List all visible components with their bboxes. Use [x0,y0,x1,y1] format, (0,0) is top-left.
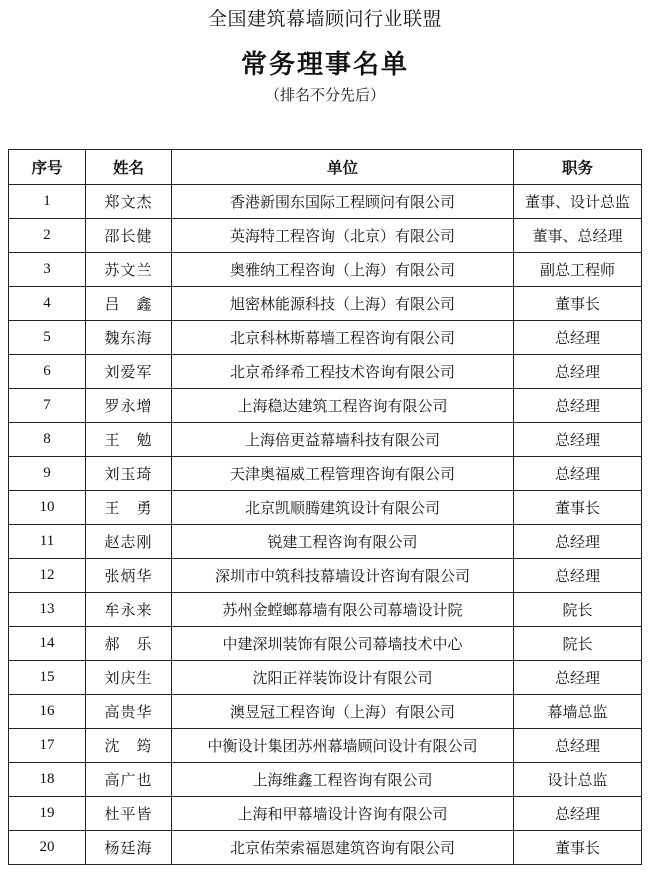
cell-number: 20 [9,831,86,865]
cell-unit: 天津奥福威工程管理咨询有限公司 [172,457,514,491]
cell-number: 1 [9,185,86,219]
cell-title: 总经理 [514,457,642,491]
cell-number: 18 [9,763,86,797]
cell-number: 11 [9,525,86,559]
cell-unit: 旭密林能源科技（上海）有限公司 [172,287,514,321]
cell-number: 16 [9,695,86,729]
cell-title: 董事长 [514,287,642,321]
table-header-row [9,150,642,185]
cell-unit: 上海稳达建筑工程咨询有限公司 [172,389,514,423]
cell-title: 总经理 [514,389,642,423]
cell-number: 8 [9,423,86,457]
page-title: 常务理事名单 [240,50,409,80]
cell-title: 总经理 [514,661,642,695]
table-row [9,491,642,525]
cell-number: 12 [9,559,86,593]
cell-name: 沈 筠 [86,729,172,763]
cell-unit: 苏州金螳螂幕墙有限公司幕墙设计院 [172,593,514,627]
table-row [9,457,642,491]
cell-name: 杜平皆 [86,797,172,831]
cell-title: 总经理 [514,525,642,559]
cell-title: 院长 [514,627,642,661]
cell-unit: 上海倍更益幕墙科技有限公司 [172,423,514,457]
cell-title: 董事长 [514,831,642,865]
cell-unit: 上海和甲幕墙设计咨询有限公司 [172,797,514,831]
column-header-unit: 单位 [172,150,514,185]
directors-table [8,149,642,865]
cell-unit: 香港新围东国际工程顾问有限公司 [172,185,514,219]
cell-name: 王 勇 [86,491,172,525]
cell-title: 总经理 [514,321,642,355]
cell-name: 杨廷海 [86,831,172,865]
cell-name: 魏东海 [86,321,172,355]
cell-name: 邵长健 [86,219,172,253]
table-row [9,763,642,797]
cell-name: 张炳华 [86,559,172,593]
table-row [9,287,642,321]
cell-unit: 奥雅纳工程咨询（上海）有限公司 [172,253,514,287]
cell-title: 院长 [514,593,642,627]
cell-number: 15 [9,661,86,695]
cell-number: 7 [9,389,86,423]
table-row [9,559,642,593]
table-row [9,355,642,389]
cell-title: 总经理 [514,559,642,593]
cell-name: 刘爱军 [86,355,172,389]
cell-title: 董事、总经理 [514,219,642,253]
cell-number: 6 [9,355,86,389]
cell-name: 高贵华 [86,695,172,729]
cell-unit: 北京佑荣索福恩建筑咨询有限公司 [172,831,514,865]
table-row [9,525,642,559]
cell-unit: 北京希绎希工程技术咨询有限公司 [172,355,514,389]
cell-unit: 上海维鑫工程咨询有限公司 [172,763,514,797]
cell-unit: 锐建工程咨询有限公司 [172,525,514,559]
cell-number: 9 [9,457,86,491]
cell-name: 罗永增 [86,389,172,423]
cell-number: 5 [9,321,86,355]
cell-title: 总经理 [514,355,642,389]
cell-name: 吕 鑫 [86,287,172,321]
table-row [9,729,642,763]
cell-unit: 北京科林斯幕墙工程咨询有限公司 [172,321,514,355]
table-row [9,389,642,423]
table-row [9,185,642,219]
column-header-title: 职务 [514,150,642,185]
cell-title: 总经理 [514,729,642,763]
cell-name: 刘玉琦 [86,457,172,491]
organization-name: 全国建筑幕墙顾问行业联盟 [207,8,442,30]
table-row [9,423,642,457]
cell-number: 2 [9,219,86,253]
cell-unit: 英海特工程咨询（北京）有限公司 [172,219,514,253]
cell-name: 苏文兰 [86,253,172,287]
table-row [9,627,642,661]
cell-title: 设计总监 [514,763,642,797]
cell-unit: 深圳市中筑科技幕墙设计咨询有限公司 [172,559,514,593]
cell-name: 郝 乐 [86,627,172,661]
cell-number: 14 [9,627,86,661]
cell-unit: 中建深圳装饰有限公司幕墙技术中心 [172,627,514,661]
cell-unit: 北京凯顺腾建筑设计有限公司 [172,491,514,525]
cell-number: 19 [9,797,86,831]
cell-title: 幕墙总监 [514,695,642,729]
table-row [9,661,642,695]
table-row [9,797,642,831]
cell-unit: 沈阳正祥装饰设计有限公司 [172,661,514,695]
cell-unit: 中衡设计集团苏州幕墙顾问设计有限公司 [172,729,514,763]
cell-name: 刘庆生 [86,661,172,695]
table-row [9,695,642,729]
table-row [9,831,642,865]
cell-title: 副总工程师 [514,253,642,287]
cell-number: 3 [9,253,86,287]
cell-number: 4 [9,287,86,321]
column-header-name: 姓名 [86,150,172,185]
cell-name: 牟永来 [86,593,172,627]
cell-name: 郑文杰 [86,185,172,219]
table-row [9,219,642,253]
table-row [9,253,642,287]
cell-title: 董事、设计总监 [514,185,642,219]
cell-name: 王 勉 [86,423,172,457]
cell-title: 董事长 [514,491,642,525]
cell-name: 赵志刚 [86,525,172,559]
table-row [9,321,642,355]
cell-title: 总经理 [514,423,642,457]
cell-number: 13 [9,593,86,627]
cell-title: 总经理 [514,797,642,831]
cell-name: 高广也 [86,763,172,797]
table-row [9,593,642,627]
cell-number: 17 [9,729,86,763]
column-header-number: 序号 [9,150,86,185]
page-subtitle: （排名不分先后） [264,86,385,104]
cell-number: 10 [9,491,86,525]
cell-unit: 澳昱冠工程咨询（上海）有限公司 [172,695,514,729]
